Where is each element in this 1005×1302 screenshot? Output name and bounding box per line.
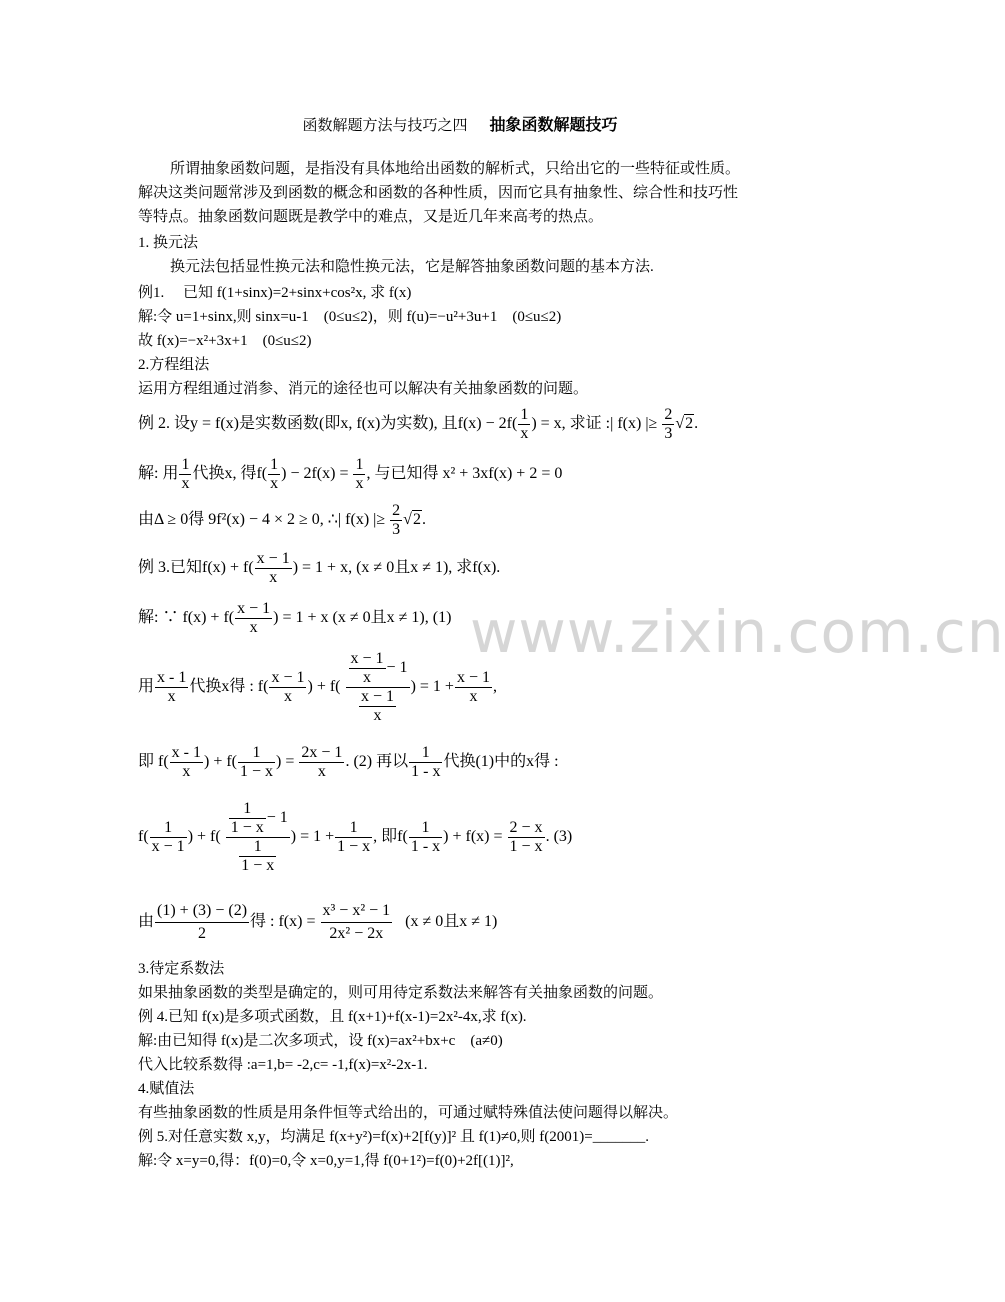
section-2-heading: 2.方程组法	[138, 357, 210, 373]
frac-2-over-3: $\frac{2}{3}$	[392, 502, 401, 538]
intro-line-1: 所谓抽象函数问题，是指没有具体地给出函数的解析式，只给出它的一些特征或性质。	[170, 161, 741, 177]
section-1-desc: 换元法包括显性换元法和隐性换元法，它是解答抽象函数问题的基本方法.	[170, 259, 654, 275]
solution-3-equation-3: f( $\frac{1}{x - 1}$ ) + f( $\frac{1}{1 - x}$ − 1 $\frac{1}{1 - x}$ ) = 1 + $\frac{1}{1 - x}$ , 即f( $\frac{1}{1 - x}$ ) + f(x) = $\frac{2 - x}{1 - x}$ . (3)	[138, 800, 573, 874]
watermark: www.zixin.com.cn	[470, 598, 1005, 666]
example-1: 例1. 已知 f(1+sinx)=2+sinx+cos²x, 求 f(x)	[138, 285, 412, 301]
section-2-desc: 运用方程组通过消参、消元的途径也可以解决有关抽象函数的问题。	[138, 381, 589, 397]
ex2-text-b: ) = x, 求证 :| f(x) |≥	[531, 415, 658, 433]
frac-1-over-x: $\frac{1}{x}$	[270, 456, 279, 492]
title-main: 抽象函数解题技巧	[489, 115, 618, 134]
solution-2-line-1: 解: 用 $\frac{1}{x}$ 代换x, 得f( $\frac{1}{x}$ ) − 2f(x) = $\frac{1}{x}$ , 与已知得 x² + 3xf(x) + 2 = 0	[138, 456, 563, 492]
solution-5: 解:令 x=y=0,得：f(0)=0,令 x=0,y=1,得 f(0+1²)=f(0)+2f[(1)]²,	[138, 1153, 514, 1169]
frac-1-over-x: $\frac{1}{x}$	[520, 406, 529, 442]
document-title	[0, 114, 920, 137]
compound-fraction-1: $\frac{x - 1}{x}$ − 1 $\frac{x - 1}{x}$	[346, 650, 410, 725]
example-2: 例 2. 设y = f(x)是实数函数(即x, f(x)为实数), 且f(x) − 2f( $\frac{1}{x}$ ) = x, 求证 :| f(x) |≥ $\frac{2}{3}$ √2.	[138, 406, 699, 442]
solution-1-result: 故 f(x)=−x²+3x+1 (0≤u≤2)	[138, 333, 312, 349]
solution-4-result: 代入比较系数得 :a=1,b= -2,c= -1,f(x)=x²-2x-1.	[138, 1057, 428, 1073]
solution-3-result: 由 $\frac{(1) + (3) - (2)}{2}$ 得 : f(x) = $\frac{\text{x³ − x² − 1}}{\text{2x² − 2x}}$ (x ≠ 0且x ≠ 1)	[138, 902, 498, 942]
compound-fraction-2: $\frac{1}{1 - x}$ − 1 $\frac{1}{1 - x}$	[226, 800, 290, 875]
intro-line-2: 解决这类问题常涉及到函数的概念和函数的各种性质，因而它具有抽象性、综合性和技巧性	[138, 185, 739, 201]
solution-3-substitution: 用 $\frac{x - 1}{x}$ 代换x得 : f( $\frac{x - 1}{x}$ ) + f( $\frac{x - 1}{x}$ − 1 $\frac{x - 1}{x}$ ) = 1 + $\frac{x - 1}{x}$ ,	[138, 650, 497, 724]
frac-1-over-x: $\frac{1}{x}$	[355, 456, 364, 492]
solution-3-equation-2: 即 f( $\frac{x - 1}{x}$ ) + f( $\frac{1}{1 - x}$ ) = $\frac{2x - 1}{x}$ . (2) 再以 $\frac{1}{1 - x}$ 代换(1)中的x得 :	[138, 744, 559, 780]
section-4-heading: 4.赋值法	[138, 1081, 195, 1097]
section-1-heading: 1. 换元法	[138, 235, 199, 251]
frac-xm1-over-x: $\frac{x - 1}{x}$	[271, 669, 305, 705]
solution-4: 解:由已知得 f(x)是二次多项式，设 f(x)=ax²+bx+c (a≠0)	[138, 1033, 503, 1049]
frac-xm1-over-x: $\frac{x - 1}{x}$	[456, 669, 490, 705]
frac-xm1-over-x: $\frac{x - 1}{x}$	[237, 600, 271, 636]
ex2-text-a: 例 2. 设y = f(x)是实数函数(即x, f(x)为实数), 且f(x) − 2f(	[138, 415, 518, 433]
section-4-desc: 有些抽象函数的性质是用条件恒等式给出的，可通过赋特殊值法使问题得以解决。	[138, 1105, 679, 1121]
solution-3-line-1: 解: ∵ f(x) + f( $\frac{x - 1}{x}$ ) = 1 + x (x ≠ 0且x ≠ 1), (1)	[138, 600, 452, 636]
example-5: 例 5.对任意实数 x,y，均满足 f(x+y²)=f(x)+2[f(y)]² 且 f(1)≠0,则 f(2001)=_______.	[138, 1129, 649, 1145]
example-4: 例 4.已知 f(x)是多项式函数，且 f(x+1)+f(x-1)=2x²-4x,求 f(x).	[138, 1009, 527, 1025]
solution-1: 解:令 u=1+sinx,则 sinx=u-1 (0≤u≤2)，则 f(u)=−u²+3u+1 (0≤u≤2)	[138, 309, 562, 325]
frac-xm1-over-x: $\frac{x - 1}{x}$	[157, 669, 187, 705]
frac-1-over-x: $\frac{1}{x}$	[181, 456, 190, 492]
frac-2-over-3: $\frac{2}{3}$	[664, 406, 673, 442]
section-3-heading: 3.待定系数法	[138, 961, 225, 977]
frac-xm1-over-x: $\frac{x - 1}{x}$	[256, 550, 290, 586]
solution-2-line-2: 由Δ ≥ 0得 9f²(x) − 4 × 2 ≥ 0, ∴| f(x) |≥ $\frac{2}{3}$ √2.	[138, 502, 426, 538]
sqrt-2: 2	[685, 415, 694, 433]
intro-line-3: 等特点。抽象函数问题既是教学中的难点，又是近几年来高考的热点。	[138, 209, 604, 225]
title-subtitle: 函数解题方法与技巧之四	[302, 118, 468, 134]
example-3: 例 3.已知f(x) + f( $\frac{x - 1}{x}$ ) = 1 + x, (x ≠ 0且x ≠ 1), 求f(x).	[138, 550, 501, 586]
section-3-desc: 如果抽象函数的类型是确定的，则可用待定系数法来解答有关抽象函数的问题。	[138, 985, 664, 1001]
